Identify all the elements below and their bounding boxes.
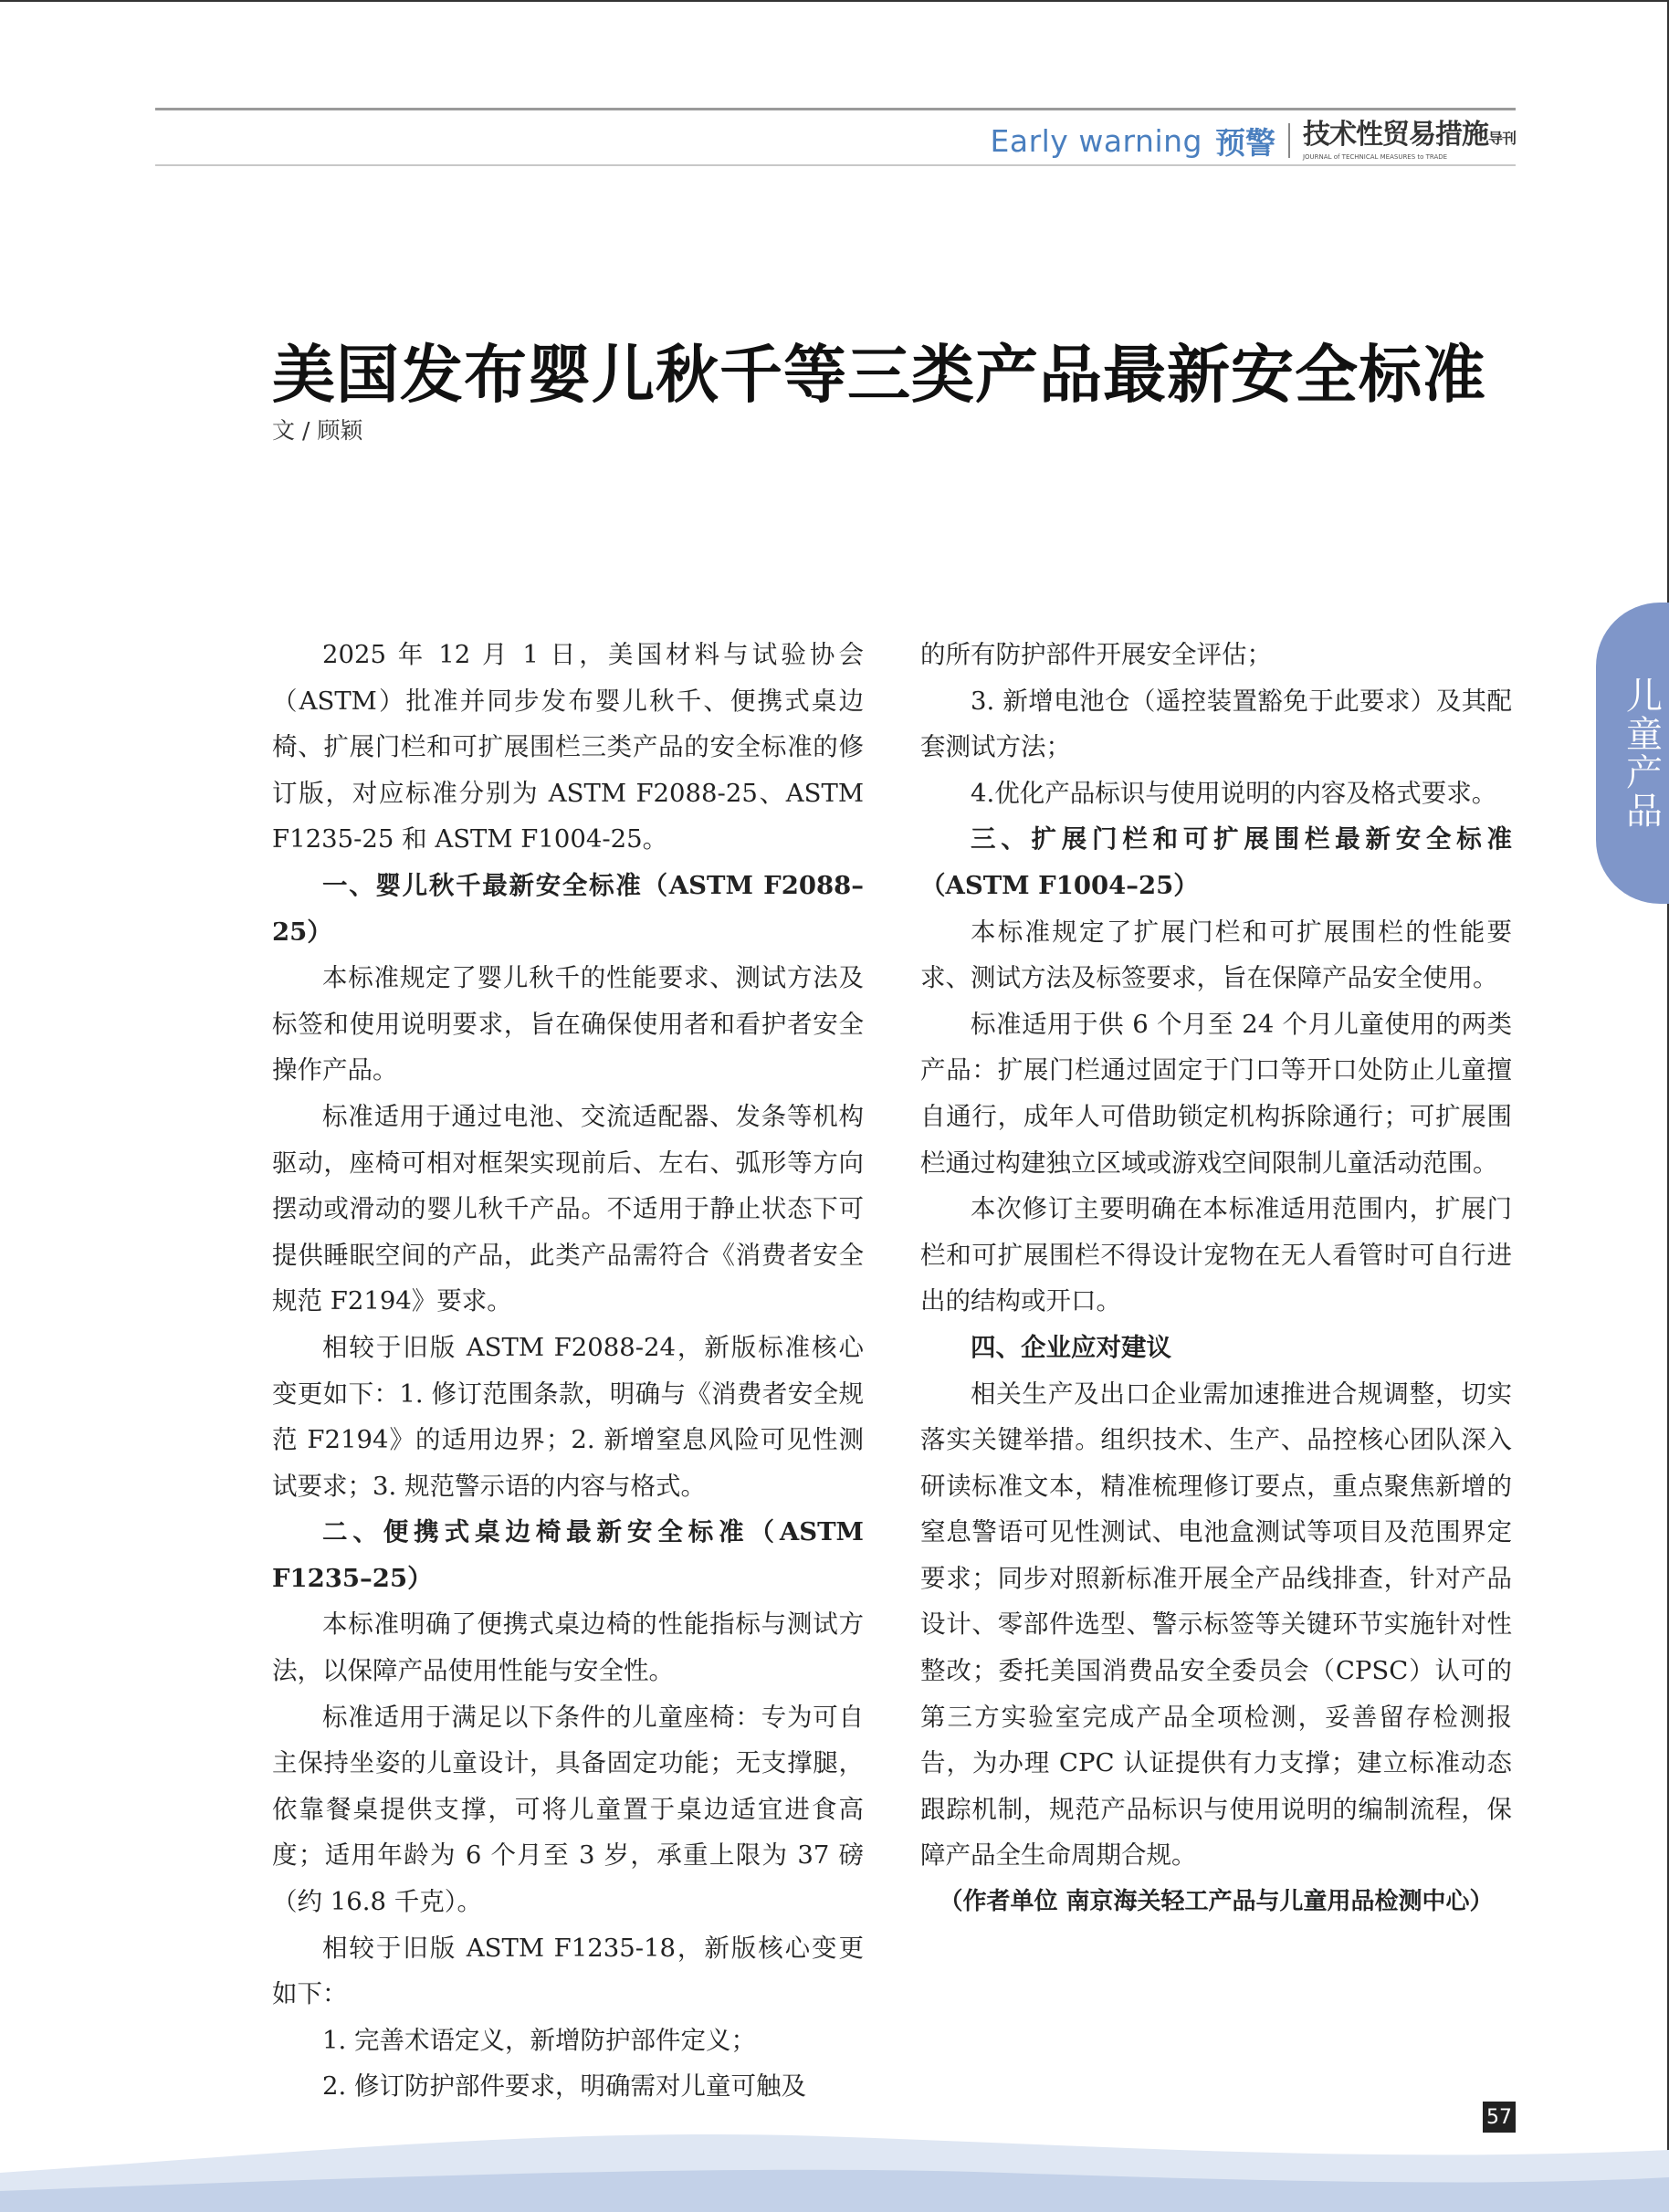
right-column (920, 632, 1512, 1925)
paragraph: 相较于旧版 ASTM F2088-24，新版标准核心变更如下：1. 修订范围条款，明确与《消费者安全规范 F2194》的适用边界；2. 新增窒息风险可见性测试要求；3. 规范警示语的内容与格式。 (272, 1332, 864, 1501)
paragraph: 标准适用于满足以下条件的儿童座椅：专为可自主保持坐姿的儿童设计，具备固定功能；无支撑腿，依靠餐桌提供支撑，可将儿童置于桌边适宜进食高度；适用年龄为 6 个月至 3 岁，承重上限为 37 磅（约 16.8 千克）。 (272, 1702, 864, 1917)
page-number: 57 (1483, 2102, 1516, 2133)
author-affiliation: （作者单位 南京海关轻工产品与儿童用品检测中心） (939, 1888, 1494, 1916)
journal-subtitle: JOURNAL of TECHNICAL MEASURES to TRADE (1302, 152, 1448, 161)
paragraph: 本标准规定了扩展门栏和可扩展围栏的性能要求、测试方法及标签要求，旨在保障产品安全使用。 (920, 917, 1512, 993)
section-heading: 四、企业应对建议 (971, 1332, 1171, 1362)
paragraph: 本标准规定了婴儿秋千的性能要求、测试方法及标签和使用说明要求，旨在确保使用者和看护者安全操作产品。 (272, 963, 864, 1085)
paragraph: 相较于旧版 ASTM F1235-18，新版核心变更如下： (272, 1933, 864, 2009)
article-byline: 文 / 顾颖 (272, 417, 363, 444)
paragraph: 本标准明确了便携式桌边椅的性能指标与测试方法，以保障产品使用性能与安全性。 (272, 1609, 864, 1686)
section-heading: 二、便携式桌边椅最新安全标准（ASTM F1235–25） (272, 1517, 864, 1593)
top-edge (0, 0, 1669, 2)
paragraph: 标准适用于供 6 个月至 24 个月儿童使用的两类产品：扩展门栏通过固定于门口等开口处防止儿童擅自通行，成年人可借助锁定机构拆除通行；可扩展围栏通过构建独立区域或游戏空间限制儿童活动范围。 (920, 1009, 1512, 1178)
list-item: 3. 新增电池仓（遥控装置豁免于此要求）及其配套测试方法； (920, 686, 1512, 762)
bottom-wave-decoration (0, 2100, 1669, 2212)
header-rule-top (155, 108, 1516, 110)
list-item: 1. 完善术语定义，新增防护部件定义； (322, 2025, 756, 2055)
journal-logo (1302, 118, 1516, 162)
side-tab-label: 儿童产品 (1620, 676, 1663, 830)
paragraph-continued: 的所有防护部件开展安全评估； (920, 640, 1272, 669)
section-heading: 一、婴儿秋千最新安全标准（ASTM F2088–25） (272, 870, 864, 947)
section-side-tab (1596, 603, 1669, 904)
paragraph: 2025 年 12 月 1 日，美国材料与试验协会（ASTM）批准并同步发布婴儿秋千、便携式桌边椅、扩展门栏和可扩展围栏三类产品的安全标准的修订版，对应标准分别为 ASTM F2088-25、ASTM F1235-25 和 ASTM F1004-25。 (272, 640, 864, 854)
header-separator (1288, 123, 1290, 158)
journal-suffix: 导刊 (1487, 129, 1516, 147)
list-item: 2. 修订防护部件要求，明确需对儿童可触及 (322, 2071, 806, 2102)
left-column (272, 632, 864, 2110)
list-item: 4.优化产品标识与使用说明的内容及格式要求。 (971, 778, 1497, 808)
paragraph: 相关生产及出口企业需加速推进合规调整，切实落实关键举措。组织技术、生产、品控核心团队深入研读标准文本，精准梳理修订要点，重点聚焦新增的窒息警语可见性测试、电池盒测试等项目及范围界定要求；同步对照新标准开展全产品线排查，针对产品设计、零部件选型、警示标签等关键环节实施针对性整改；委托美国消费品安全委员会（CPSC）认可的第三方实验室完成产品全项检测，妥善留存检测报告，为办理 CPC 认证提供有力支撑；建立标准动态跟踪机制，规范产品标识与使用说明的编制流程，保障产品全生命周期合规。 (920, 1379, 1512, 1871)
journal-name: 技术性贸易措施 (1302, 118, 1488, 151)
header-rule-bottom (155, 164, 1516, 166)
paragraph: 本次修订主要明确在本标准适用范围内，扩展门栏和可扩展围栏不得设计宠物在无人看管时可自行进出的结构或开口。 (920, 1194, 1512, 1316)
article-title: 美国发布婴儿秋千等三类产品最新安全标准 (272, 339, 1486, 412)
section-label-en: Early warning (990, 122, 1202, 159)
section-heading: 三、扩展门栏和可扩展围栏最新安全标准（ASTM F1004–25） (920, 824, 1512, 900)
section-label-cn: 预警 (1214, 124, 1275, 161)
paragraph: 标准适用于通过电池、交流适配器、发条等机构驱动，座椅可相对框架实现前后、左右、弧形等方向摆动或滑动的婴儿秋千产品。不适用于静止状态下可提供睡眠空间的产品，此类产品需符合《消费者安全规范 F2194》要求。 (272, 1101, 864, 1316)
running-header (986, 117, 1516, 164)
